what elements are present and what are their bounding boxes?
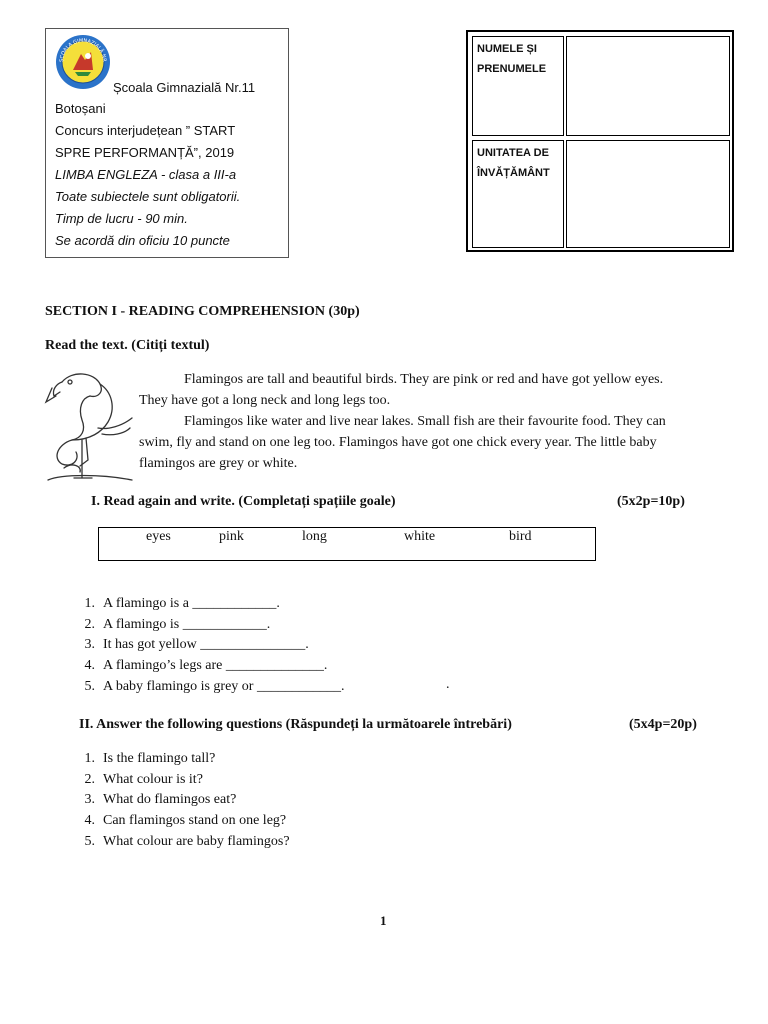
reading-p2-line3: flamingos are grey or white. <box>139 456 298 471</box>
school-unit-label <box>473 141 563 185</box>
item-number: 4. <box>84 658 95 674</box>
reading-p1-line2: They have got a long neck and long legs too. <box>139 393 391 408</box>
exercise1-title: I. Read again and write. (Completați spațiile goale) <box>91 494 396 509</box>
contest-title-1: Concurs interjudețean ” START <box>55 123 236 138</box>
logo-text: ȘCOALA GIMNAZIALĂ NR <box>58 37 108 63</box>
list-item <box>73 594 344 615</box>
word-bank-item: long <box>302 529 327 544</box>
exercise1-list <box>73 594 344 698</box>
exercise2-title: II. Answer the following questions (Răspundeți la următoarele întrebări) <box>79 717 512 732</box>
question-text: Can flamingos stand on one leg? <box>103 813 287 829</box>
word-bank <box>98 527 596 561</box>
exercise1-points: (5x2p=10p) <box>617 494 685 509</box>
list-item <box>73 790 290 811</box>
item-text: A flamingo’s legs are ______________. <box>103 658 328 674</box>
item-number: 5. <box>84 833 95 849</box>
subject-line: LIMBA ENGLEZA - clasa a III-a <box>55 167 237 182</box>
item-number: 2. <box>84 616 95 632</box>
list-item <box>73 656 344 677</box>
reading-p1-line1: Flamingos are tall and beautiful birds. They are pink or red and have got yellow eyes. <box>184 372 664 387</box>
school-city: Botoșani <box>55 101 106 116</box>
student-info-box <box>466 30 734 252</box>
item-number: 2. <box>84 771 95 787</box>
list-item <box>73 635 344 656</box>
rule-time: Timp de lucru - 90 min. <box>55 211 188 226</box>
item-number: 1. <box>84 596 95 611</box>
exercise2-list <box>73 749 290 853</box>
rule-mandatory: Toate subiectele sunt obligatorii. <box>55 189 241 204</box>
question-text: What colour is it? <box>103 771 203 787</box>
item-text: A flamingo is a ____________. <box>103 596 280 611</box>
list-item <box>73 832 290 853</box>
name-label-cell <box>472 36 564 136</box>
school-label-cell <box>472 140 564 248</box>
school-name: Școala Gimnazială Nr.11 <box>113 80 256 95</box>
list-item <box>73 811 290 832</box>
read-instruction: Read the text. (Citiți textul) <box>45 338 210 353</box>
list-item <box>73 770 290 791</box>
school-label-line2: ÎNVĂȚĂMÂNT <box>477 167 550 179</box>
contest-title-2: SPRE PERFORMANȚĂ”, 2019 <box>55 145 235 160</box>
list-item <box>73 749 290 770</box>
school-unit-field[interactable] <box>566 140 730 248</box>
question-text: What colour are baby flamingos? <box>103 833 290 849</box>
reading-p2-line1: Flamingos like water and live near lakes. Small fish are their favourite food. They can <box>184 414 666 429</box>
item-text: A flamingo is ____________. <box>103 616 271 632</box>
item-text: A baby flamingo is grey or ____________. <box>103 678 345 694</box>
name-label-line2: PRENUMELE <box>477 63 547 75</box>
word-bank-item: bird <box>509 529 532 544</box>
question-text: Is the flamingo tall? <box>103 751 216 766</box>
item-number: 3. <box>84 637 95 653</box>
reading-p2-line2: swim, fly and stand on one leg too. Flamingos have got one chick every year. The little baby <box>139 435 657 450</box>
word-bank-item: eyes <box>146 529 171 544</box>
item-number: 4. <box>84 813 95 829</box>
word-bank-item: white <box>404 529 436 544</box>
flamingo-illustration <box>42 368 136 488</box>
item-number: 3. <box>84 792 95 808</box>
school-label-line1: UNITATEA DE <box>477 147 549 159</box>
name-field[interactable] <box>566 36 730 136</box>
stray-dot: . <box>446 677 450 692</box>
name-label-line1: NUMELE ȘI <box>477 43 537 55</box>
item-text: It has got yellow _______________. <box>103 637 309 653</box>
item-number: 5. <box>84 678 95 694</box>
school-logo <box>55 34 111 90</box>
word-bank-item: pink <box>219 529 244 544</box>
list-item <box>73 677 344 698</box>
page-number: 1 <box>380 913 387 928</box>
question-text: What do flamingos eat? <box>103 792 237 808</box>
exercise2-points: (5x4p=20p) <box>629 717 697 732</box>
rule-points: Se acordă din oficiu 10 puncte <box>55 233 230 248</box>
section-title: SECTION I - READING COMPREHENSION (30p) <box>45 304 360 319</box>
item-number: 1. <box>84 751 95 766</box>
name-label <box>473 37 563 81</box>
list-item <box>73 615 344 636</box>
